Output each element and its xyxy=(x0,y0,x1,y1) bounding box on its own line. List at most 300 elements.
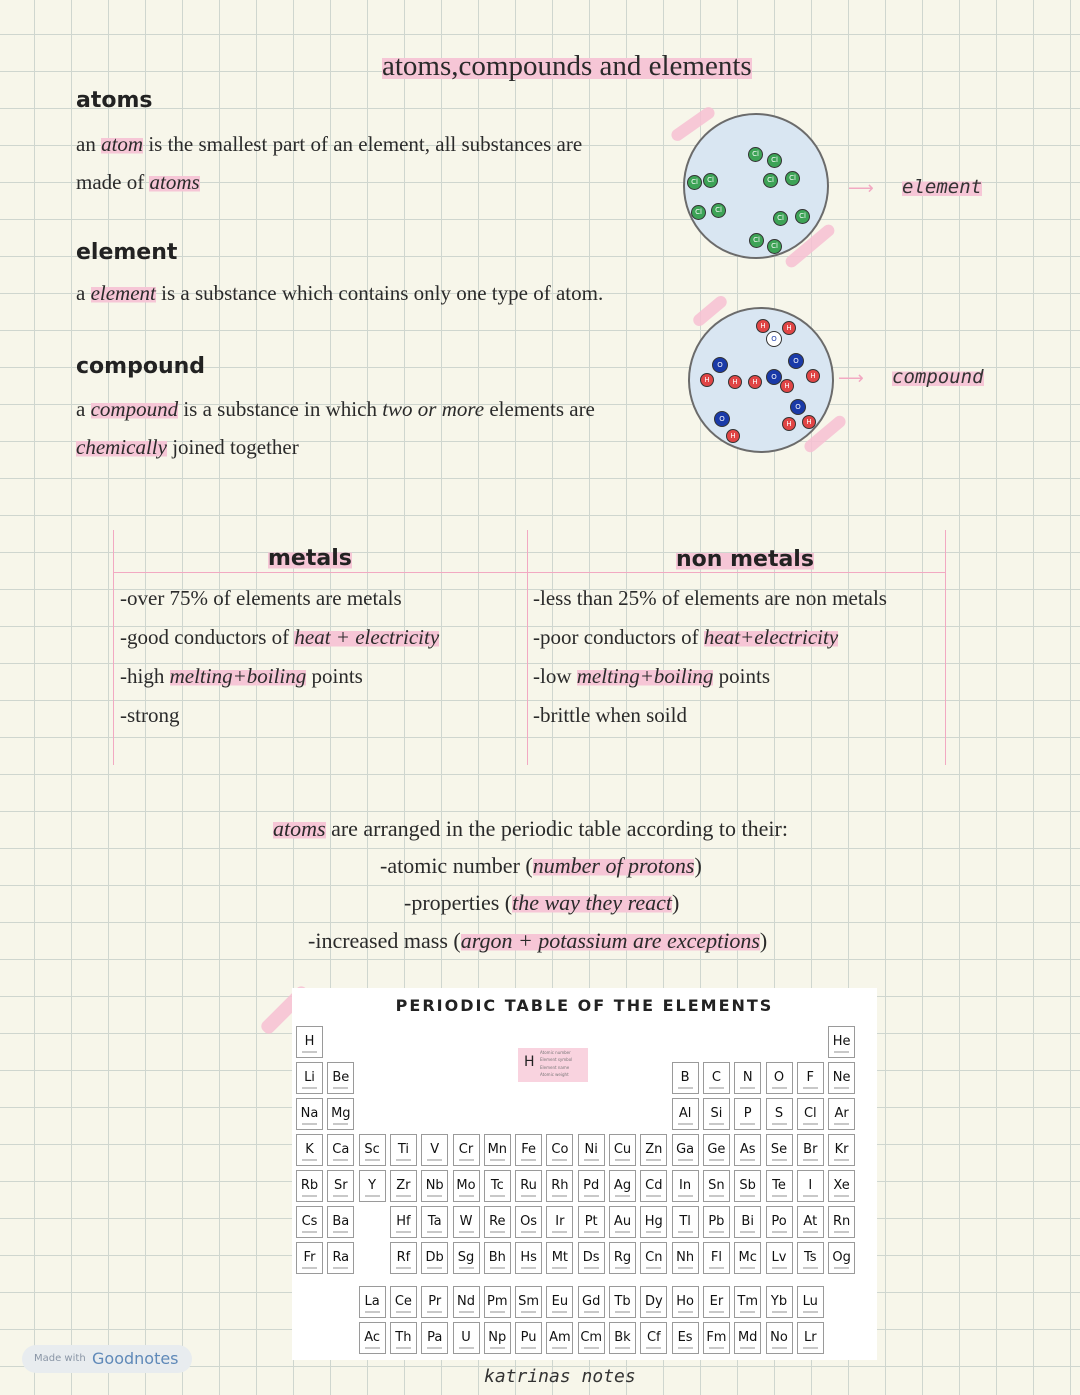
element-cell xyxy=(421,1242,448,1274)
badge-small-text: Made with xyxy=(34,1353,86,1364)
metals-item: -high melting+boiling points xyxy=(120,664,363,688)
element-cell xyxy=(703,1062,730,1094)
chlorine-atom-icon: Cl xyxy=(691,205,706,220)
element-cell xyxy=(609,1170,636,1202)
hydrogen-atom-icon: H xyxy=(728,375,742,389)
element-symbol: Tb xyxy=(614,1294,631,1309)
element-symbol: Mc xyxy=(738,1250,757,1265)
goodnotes-badge[interactable] xyxy=(22,1345,192,1373)
element-symbol: Rn xyxy=(832,1214,851,1229)
element-cell xyxy=(734,1098,761,1130)
element-cell xyxy=(672,1242,699,1274)
element-symbol: Mg xyxy=(331,1106,351,1121)
element-symbol: Ti xyxy=(397,1142,409,1157)
compound-diagram-circle xyxy=(688,307,834,453)
element-symbol: I xyxy=(808,1178,813,1193)
badge-brand-text: Goodnotes xyxy=(92,1349,179,1368)
author-signature: katrinas notes xyxy=(484,1366,636,1387)
element-symbol: V xyxy=(430,1142,440,1157)
element-cell xyxy=(546,1134,573,1166)
element-cell xyxy=(390,1286,417,1318)
hydrogen-atom-icon: H xyxy=(806,369,820,383)
element-symbol: Xe xyxy=(833,1178,850,1193)
element-cell xyxy=(453,1170,480,1202)
element-symbol: Te xyxy=(772,1178,786,1193)
element-symbol: Mo xyxy=(456,1178,476,1193)
element-cell xyxy=(453,1134,480,1166)
element-cell xyxy=(672,1170,699,1202)
oxygen-atom-icon: O xyxy=(766,331,782,347)
element-cell xyxy=(578,1242,605,1274)
element-symbol: Al xyxy=(678,1106,692,1121)
element-symbol: Cl xyxy=(803,1106,817,1121)
element-symbol: Ge xyxy=(707,1142,726,1157)
element-cell xyxy=(703,1322,730,1354)
chlorine-atom-icon: Cl xyxy=(767,239,782,254)
element-cell xyxy=(766,1062,793,1094)
element-cell xyxy=(672,1206,699,1238)
element-cell xyxy=(672,1286,699,1318)
element-symbol: Cr xyxy=(458,1142,474,1157)
element-symbol: Po xyxy=(771,1214,787,1229)
element-cell xyxy=(546,1206,573,1238)
compound-definition-line1: a compound is a substance in which two or more elements are xyxy=(76,397,595,421)
element-cell xyxy=(484,1286,511,1318)
element-cell xyxy=(703,1170,730,1202)
element-cell xyxy=(734,1170,761,1202)
element-cell xyxy=(453,1286,480,1318)
element-symbol: In xyxy=(679,1178,692,1193)
element-cell xyxy=(327,1062,354,1094)
arrangement-item: -increased mass (argon + potassium are exceptions) xyxy=(308,928,768,953)
element-symbol: Si xyxy=(710,1106,723,1121)
element-cell xyxy=(296,1170,323,1202)
element-symbol: Bh xyxy=(488,1250,506,1265)
metals-item: -good conductors of heat + electricity xyxy=(120,625,440,649)
element-symbol: Rb xyxy=(300,1178,319,1193)
element-symbol: Er xyxy=(709,1294,724,1309)
element-cell xyxy=(640,1322,667,1354)
key-label: Atomic weight xyxy=(540,1072,569,1077)
element-diagram-label: element xyxy=(902,176,983,198)
element-symbol: Tm xyxy=(737,1294,758,1309)
element-symbol: Ga xyxy=(676,1142,695,1157)
element-cell xyxy=(703,1242,730,1274)
compound-definition-line2: chemically joined together xyxy=(76,435,299,459)
element-cell xyxy=(797,1286,824,1318)
periodic-table xyxy=(292,988,877,1360)
element-cell xyxy=(828,1170,855,1202)
element-symbol: Ag xyxy=(613,1178,632,1193)
element-symbol: Be xyxy=(332,1070,350,1085)
oxygen-atom-icon: O xyxy=(766,369,782,385)
element-cell xyxy=(703,1134,730,1166)
element-symbol: Ir xyxy=(555,1214,565,1229)
element-cell xyxy=(515,1206,542,1238)
element-symbol: Ca xyxy=(332,1142,350,1157)
periodic-table-key xyxy=(518,1048,588,1082)
element-symbol: Re xyxy=(489,1214,506,1229)
element-symbol: Sn xyxy=(708,1178,725,1193)
key-symbol: H xyxy=(524,1054,535,1070)
chlorine-atom-icon: Cl xyxy=(763,173,778,188)
element-cell xyxy=(640,1170,667,1202)
element-cell xyxy=(296,1026,323,1058)
element-symbol: Sb xyxy=(739,1178,756,1193)
element-cell xyxy=(766,1242,793,1274)
element-cell xyxy=(734,1062,761,1094)
element-symbol: Os xyxy=(520,1214,538,1229)
element-symbol: Hf xyxy=(396,1214,411,1229)
element-symbol: Dy xyxy=(644,1294,663,1309)
element-symbol: Nh xyxy=(676,1250,695,1265)
element-symbol: H xyxy=(304,1034,315,1049)
element-cell xyxy=(359,1170,386,1202)
arrow-icon: ⟶ xyxy=(848,178,874,199)
element-cell xyxy=(359,1134,386,1166)
element-cell xyxy=(672,1134,699,1166)
periodic-table-title: PERIODIC TABLE OF THE ELEMENTS xyxy=(395,996,774,1015)
element-cell xyxy=(828,1242,855,1274)
element-cell xyxy=(766,1206,793,1238)
chlorine-atom-icon: Cl xyxy=(687,175,702,190)
element-symbol: Bk xyxy=(614,1330,631,1345)
element-symbol: B xyxy=(680,1070,690,1085)
element-symbol: N xyxy=(742,1070,753,1085)
element-symbol: Tc xyxy=(490,1178,504,1193)
hydrogen-atom-icon: H xyxy=(782,417,796,431)
hydrogen-atom-icon: H xyxy=(782,321,796,335)
element-symbol: Pb xyxy=(708,1214,725,1229)
element-cell xyxy=(296,1134,323,1166)
element-cell xyxy=(515,1134,542,1166)
element-cell xyxy=(421,1206,448,1238)
element-cell xyxy=(546,1322,573,1354)
element-symbol: Br xyxy=(803,1142,818,1157)
element-symbol: Cf xyxy=(646,1330,661,1345)
element-cell xyxy=(359,1322,386,1354)
element-symbol: Nd xyxy=(457,1294,475,1309)
element-cell xyxy=(453,1242,480,1274)
element-cell xyxy=(484,1134,511,1166)
compound-diagram-label: compound xyxy=(892,366,984,388)
element-symbol: Ru xyxy=(520,1178,537,1193)
element-symbol: Ba xyxy=(332,1214,350,1229)
element-symbol: Ds xyxy=(582,1250,600,1265)
element-cell xyxy=(703,1206,730,1238)
element-symbol: Mt xyxy=(551,1250,569,1265)
element-symbol: Ac xyxy=(364,1330,380,1345)
element-cell xyxy=(828,1098,855,1130)
table-line xyxy=(113,530,114,765)
element-symbol: Li xyxy=(304,1070,315,1085)
element-symbol: Ra xyxy=(332,1250,350,1265)
oxygen-atom-icon: O xyxy=(714,411,730,427)
chlorine-atom-icon: Cl xyxy=(767,153,782,168)
element-symbol: Lv xyxy=(771,1250,787,1265)
element-symbol: Db xyxy=(425,1250,444,1265)
element-cell xyxy=(546,1242,573,1274)
element-cell xyxy=(546,1170,573,1202)
element-symbol: Sg xyxy=(457,1250,475,1265)
element-cell xyxy=(484,1170,511,1202)
element-cell xyxy=(797,1242,824,1274)
atoms-definition-line2: made of atoms xyxy=(76,170,200,194)
element-symbol: Th xyxy=(395,1330,412,1345)
element-symbol: Og xyxy=(832,1250,851,1265)
element-cell xyxy=(734,1206,761,1238)
element-heading: element xyxy=(76,240,178,265)
element-symbol: P xyxy=(743,1106,752,1121)
element-cell xyxy=(797,1322,824,1354)
element-symbol: Pu xyxy=(520,1330,537,1345)
element-symbol: Ne xyxy=(832,1070,851,1085)
element-symbol: Md xyxy=(737,1330,758,1345)
element-cell xyxy=(484,1242,511,1274)
chlorine-atom-icon: Cl xyxy=(748,147,763,162)
arrangement-item: -properties (the way they react) xyxy=(404,890,680,915)
element-symbol: No xyxy=(770,1330,788,1345)
hydrogen-atom-icon: H xyxy=(726,429,740,443)
element-cell xyxy=(828,1026,855,1058)
element-symbol: Ta xyxy=(427,1214,442,1229)
hydrogen-atom-icon: H xyxy=(756,319,770,333)
element-cell xyxy=(515,1322,542,1354)
element-symbol: Yb xyxy=(770,1294,788,1309)
element-symbol: Rg xyxy=(613,1250,632,1265)
element-cell xyxy=(296,1242,323,1274)
element-cell xyxy=(640,1242,667,1274)
element-cell xyxy=(578,1170,605,1202)
element-symbol: Mn xyxy=(487,1142,508,1157)
hydrogen-atom-icon: H xyxy=(780,379,794,393)
element-cell xyxy=(766,1286,793,1318)
element-symbol: Hg xyxy=(644,1214,663,1229)
element-symbol: Es xyxy=(677,1330,693,1345)
element-symbol: La xyxy=(364,1294,380,1309)
element-symbol: Cu xyxy=(613,1142,632,1157)
arrow-icon: ⟶ xyxy=(838,368,864,389)
compound-heading: compound xyxy=(76,354,206,379)
element-cell xyxy=(828,1206,855,1238)
element-cell xyxy=(546,1286,573,1318)
table-line xyxy=(945,530,946,765)
element-symbol: Np xyxy=(488,1330,507,1345)
table-line xyxy=(527,530,528,765)
metals-heading: metals xyxy=(268,546,352,571)
element-diagram-circle xyxy=(683,113,829,259)
metals-item: -strong xyxy=(120,703,180,727)
element-symbol: At xyxy=(803,1214,818,1229)
element-cell xyxy=(390,1242,417,1274)
chlorine-atom-icon: Cl xyxy=(703,173,718,188)
element-symbol: Sm xyxy=(518,1294,540,1309)
element-cell xyxy=(766,1170,793,1202)
element-symbol: Fl xyxy=(710,1250,722,1265)
element-cell xyxy=(734,1286,761,1318)
element-cell xyxy=(609,1206,636,1238)
element-symbol: Eu xyxy=(551,1294,569,1309)
element-symbol: Zr xyxy=(396,1178,411,1193)
element-symbol: Am xyxy=(549,1330,571,1345)
element-symbol: Ts xyxy=(804,1250,817,1265)
element-cell xyxy=(359,1286,386,1318)
element-cell xyxy=(578,1206,605,1238)
element-symbol: Rf xyxy=(396,1250,411,1265)
element-symbol: Pr xyxy=(428,1294,442,1309)
element-symbol: Na xyxy=(300,1106,319,1121)
element-cell xyxy=(484,1206,511,1238)
element-symbol: Fe xyxy=(521,1142,536,1157)
element-symbol: Pt xyxy=(584,1214,598,1229)
nonmetals-item: -less than 25% of elements are non metals xyxy=(533,586,887,610)
element-cell xyxy=(327,1206,354,1238)
element-cell xyxy=(672,1098,699,1130)
element-cell xyxy=(734,1134,761,1166)
element-symbol: F xyxy=(806,1070,815,1085)
element-cell xyxy=(640,1134,667,1166)
element-symbol: K xyxy=(305,1142,314,1157)
hydrogen-atom-icon: H xyxy=(748,375,762,389)
element-cell xyxy=(421,1322,448,1354)
element-cell xyxy=(766,1322,793,1354)
element-symbol: Lu xyxy=(802,1294,818,1309)
key-label: Element name xyxy=(540,1065,570,1070)
element-cell xyxy=(453,1206,480,1238)
element-symbol: Hs xyxy=(520,1250,537,1265)
oxygen-atom-icon: O xyxy=(712,357,728,373)
nonmetals-heading: non metals xyxy=(676,547,814,572)
element-cell xyxy=(609,1242,636,1274)
element-symbol: Pd xyxy=(583,1178,600,1193)
element-cell xyxy=(578,1286,605,1318)
element-cell xyxy=(327,1134,354,1166)
element-cell xyxy=(578,1134,605,1166)
element-cell xyxy=(640,1206,667,1238)
hydrogen-atom-icon: H xyxy=(802,415,816,429)
element-cell xyxy=(421,1170,448,1202)
element-cell xyxy=(703,1286,730,1318)
element-symbol: O xyxy=(773,1070,785,1085)
element-cell xyxy=(672,1062,699,1094)
nonmetals-item: -low melting+boiling points xyxy=(533,664,771,688)
element-cell xyxy=(515,1170,542,1202)
element-cell xyxy=(453,1322,480,1354)
element-cell xyxy=(421,1134,448,1166)
key-label: Element symbol xyxy=(540,1057,573,1062)
element-symbol: Cs xyxy=(301,1214,318,1229)
element-cell xyxy=(327,1098,354,1130)
table-line xyxy=(113,572,946,573)
element-cell xyxy=(703,1098,730,1130)
element-cell xyxy=(327,1242,354,1274)
element-symbol: Kr xyxy=(834,1142,849,1157)
oxygen-atom-icon: O xyxy=(788,353,804,369)
key-label: Atomic number xyxy=(540,1050,571,1055)
element-cell xyxy=(609,1322,636,1354)
element-cell xyxy=(327,1170,354,1202)
element-cell xyxy=(672,1322,699,1354)
element-symbol: Y xyxy=(368,1178,377,1193)
element-symbol: Ni xyxy=(584,1142,598,1157)
element-cell xyxy=(296,1206,323,1238)
element-symbol: Ce xyxy=(394,1294,412,1309)
element-symbol: S xyxy=(774,1106,784,1121)
nonmetals-item: -poor conductors of heat+electricity xyxy=(533,625,839,649)
element-symbol: Zn xyxy=(645,1142,663,1157)
element-cell xyxy=(797,1098,824,1130)
chlorine-atom-icon: Cl xyxy=(795,209,810,224)
element-symbol: Rh xyxy=(551,1178,569,1193)
element-cell xyxy=(390,1206,417,1238)
atoms-heading: atoms xyxy=(76,88,153,113)
chlorine-atom-icon: Cl xyxy=(773,211,788,226)
element-symbol: Cd xyxy=(645,1178,663,1193)
element-cell xyxy=(766,1098,793,1130)
element-symbol: Co xyxy=(551,1142,569,1157)
element-cell xyxy=(484,1322,511,1354)
element-symbol: Bi xyxy=(741,1214,754,1229)
element-symbol: Sr xyxy=(333,1178,348,1193)
arrangement-item: -atomic number (number of protons) xyxy=(380,853,702,878)
element-cell xyxy=(828,1062,855,1094)
element-cell xyxy=(609,1134,636,1166)
atoms-definition-line1: an atom is the smallest part of an element, all substances are xyxy=(76,132,583,156)
element-cell xyxy=(609,1286,636,1318)
element-cell xyxy=(390,1134,417,1166)
element-cell xyxy=(390,1322,417,1354)
oxygen-atom-icon: O xyxy=(790,399,806,415)
element-symbol: Ho xyxy=(676,1294,694,1309)
element-symbol: Fr xyxy=(303,1250,316,1265)
element-symbol: Cn xyxy=(645,1250,663,1265)
element-cell xyxy=(421,1286,448,1318)
element-symbol: Pa xyxy=(427,1330,443,1345)
element-symbol: Tl xyxy=(679,1214,691,1229)
element-cell xyxy=(390,1170,417,1202)
element-symbol: He xyxy=(832,1034,851,1049)
chlorine-atom-icon: Cl xyxy=(711,203,726,218)
element-symbol: Nb xyxy=(425,1178,444,1193)
element-symbol: Au xyxy=(613,1214,632,1229)
element-symbol: Pm xyxy=(487,1294,508,1309)
element-symbol: Cm xyxy=(580,1330,603,1345)
element-cell xyxy=(578,1322,605,1354)
chlorine-atom-icon: Cl xyxy=(785,171,800,186)
element-symbol: Lr xyxy=(804,1330,817,1345)
element-cell xyxy=(296,1098,323,1130)
element-cell xyxy=(828,1134,855,1166)
element-symbol: Gd xyxy=(582,1294,601,1309)
element-cell xyxy=(734,1242,761,1274)
element-cell xyxy=(515,1242,542,1274)
nonmetals-item: -brittle when soild xyxy=(533,703,687,727)
metals-item: -over 75% of elements are metals xyxy=(120,586,402,610)
element-definition: a element is a substance which contains only one type of atom. xyxy=(76,281,604,305)
element-symbol: U xyxy=(461,1330,471,1345)
element-cell xyxy=(734,1322,761,1354)
element-cell xyxy=(766,1134,793,1166)
hydrogen-atom-icon: H xyxy=(700,373,714,387)
element-cell xyxy=(797,1206,824,1238)
element-symbol: Se xyxy=(770,1142,788,1157)
arrangement-intro: atoms are arranged in the periodic table according to their: xyxy=(273,816,788,841)
element-cell xyxy=(797,1134,824,1166)
element-symbol: Fm xyxy=(706,1330,727,1345)
element-cell xyxy=(640,1286,667,1318)
element-cell xyxy=(797,1062,824,1094)
element-symbol: W xyxy=(459,1214,473,1229)
